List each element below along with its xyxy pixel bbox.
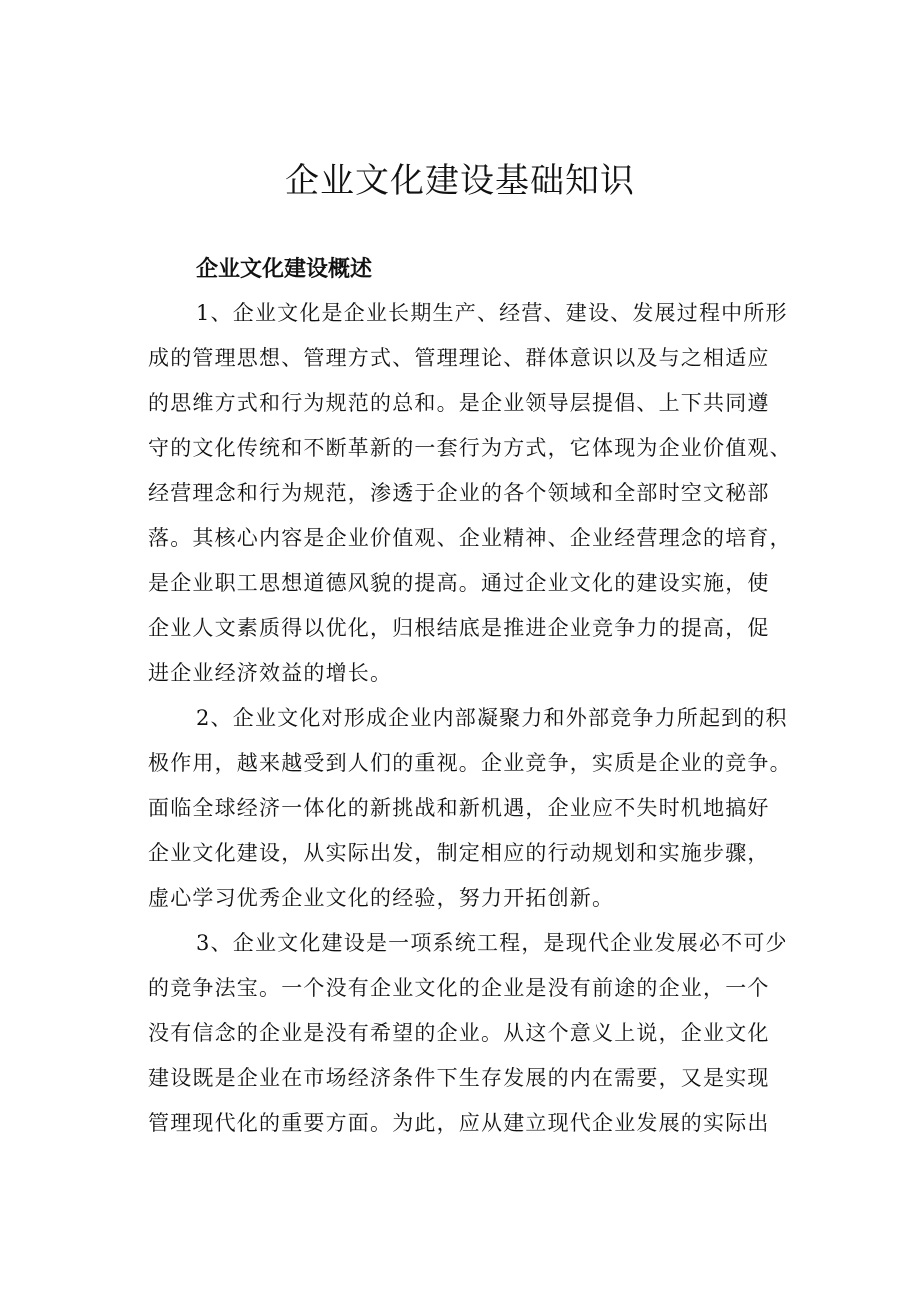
paragraph-1-line: 成的管理思想、管理方式、管理理论、群体意识以及与之相适应	[148, 346, 770, 370]
paragraph-2-line: 极作用，越来越受到人们的重视。企业竞争，实质是企业的竞争。	[148, 751, 792, 775]
paragraph-1-line: 企业人文素质得以优化，归根结底是推进企业竞争力的提高，促	[148, 616, 770, 640]
paragraph-2-line: 企业文化建设，从实际出发，制定相应的行动规划和实施步骤，	[148, 841, 770, 865]
section-heading: 企业文化建设概述	[196, 257, 373, 282]
paragraph-1-line: 进企业经济效益的增长。	[148, 661, 393, 685]
paragraph-1-line: 守的文化传统和不断革新的一套行为方式，它体现为企业价值观、	[148, 436, 792, 460]
paragraph-3-line: 的竞争法宝。一个没有企业文化的企业是没有前途的企业，一个	[148, 976, 770, 1000]
paragraph-2-line: 2、企业文化对形成企业内部凝聚力和外部竞争力所起到的积	[196, 706, 788, 730]
paragraph-1-line: 1、企业文化是企业长期生产、经营、建设、发展过程中所形	[196, 301, 788, 325]
paragraph-1-line: 的思维方式和行为规范的总和。是企业领导层提倡、上下共同遵	[148, 391, 770, 415]
paragraph-2-line: 面临全球经济一体化的新挑战和新机遇，企业应不失时机地搞好	[148, 796, 770, 820]
paragraph-3-line: 3、企业文化建设是一项系统工程，是现代企业发展必不可少	[196, 931, 788, 955]
paragraph-1-line: 落。其核心内容是企业价值观、企业精神、企业经营理念的培育，	[148, 526, 792, 550]
paragraph-3-line: 没有信念的企业是没有希望的企业。从这个意义上说，企业文化	[148, 1021, 770, 1045]
paragraph-1-line: 是企业职工思想道德风貌的提高。通过企业文化的建设实施，使	[148, 571, 770, 595]
document-title: 企业文化建设基础知识	[285, 161, 635, 201]
paragraph-1-line: 经营理念和行为规范，渗透于企业的各个领域和全部时空文秘部	[148, 481, 770, 505]
paragraph-2-line: 虚心学习优秀企业文化的经验，努力开拓创新。	[148, 886, 615, 910]
paragraph-3-line: 管理现代化的重要方面。为此，应从建立现代企业发展的实际出	[148, 1111, 770, 1135]
paragraph-3-line: 建设既是企业在市场经济条件下生存发展的内在需要，又是实现	[148, 1066, 770, 1090]
